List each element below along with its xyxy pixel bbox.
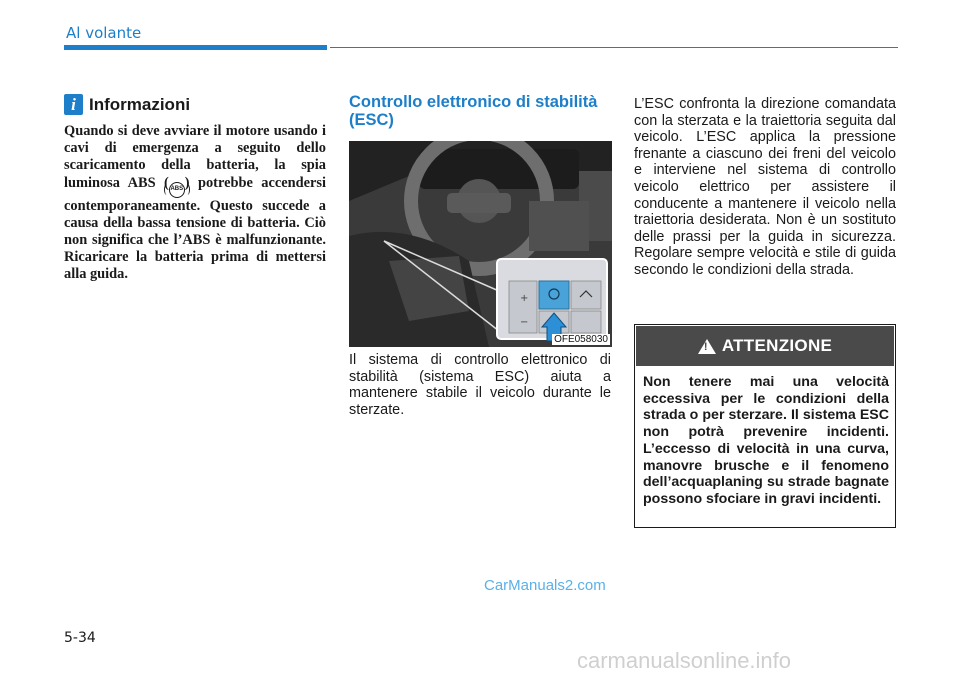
section-title: Al volante xyxy=(66,24,142,42)
watermark-bottom: carmanualsonline.info xyxy=(577,648,792,673)
header-bar xyxy=(64,45,327,50)
warning-glyph: ! xyxy=(703,340,708,353)
warning-title: ATTENZIONE xyxy=(721,336,833,355)
figure-code: OFE058030 xyxy=(554,334,608,345)
info-title: Informazioni xyxy=(89,94,191,114)
warning-body: Non tenere mai una velocità eccessiva per le condizioni della strada o per sterzare. Il sistema ESC non potrà prevenire incidenti. L’eccesso di velocità in una curva, manovre brusche e il fenomeno dell’acquaplaning su strade bagnate possono sfociare in gravi incidenti. xyxy=(643,374,889,507)
abs-icon: ABS xyxy=(169,182,185,198)
info-heading xyxy=(64,94,190,115)
watermark-top: CarManuals2.com xyxy=(484,577,606,594)
svg-text:+: + xyxy=(520,293,529,304)
warning-box xyxy=(634,324,896,528)
warning-triangle-icon xyxy=(698,339,716,354)
esc-paragraph-2: L’ESC confronta la direzione comandata con la sterzata e la traiettoria seguita dal veicolo. L’ESC applica la pressione frenante a ciascuno dei freni del veicolo e interviene nel sistema di controllo veicolo elettrico per assistere il conducente a mantenere il veicolo nella traiettoria desiderata. Non è un sostituto delle prassi per la guida in sicurezza. Regolare sempre velocità e stile di guida secondo le condizioni della strada. xyxy=(634,96,896,278)
svg-text:−: − xyxy=(520,317,529,328)
info-body xyxy=(64,123,326,284)
esc-section-title: Controllo elettronico di stabilità (ESC) xyxy=(349,93,598,129)
info-icon: i xyxy=(64,94,83,115)
header-rule xyxy=(330,47,898,48)
warning-header xyxy=(636,326,894,366)
esc-paragraph-1: Il sistema di controllo elettronico di stabilità (sistema ESC) aiuta a mantenere stabile il veicolo durante le sterzate. xyxy=(349,352,611,418)
dashboard-illustration xyxy=(349,141,612,347)
info-body-end: ) potrebbe accendersi contemporaneamente. Questo succede a causa della bassa tensione di batteria. Ciò non significa che l’ABS è malfunzionante. Ricaricare la batteria prima di mettersi alla guida. xyxy=(64,174,327,283)
info-body-start: Quando si deve avviare il motore usando i cavi di emergenza a seguito dello scaricamento della batteria, la spia luminosa ABS ( xyxy=(64,123,326,191)
dashboard-figure xyxy=(349,141,612,347)
page-number: 5-34 xyxy=(64,630,96,646)
